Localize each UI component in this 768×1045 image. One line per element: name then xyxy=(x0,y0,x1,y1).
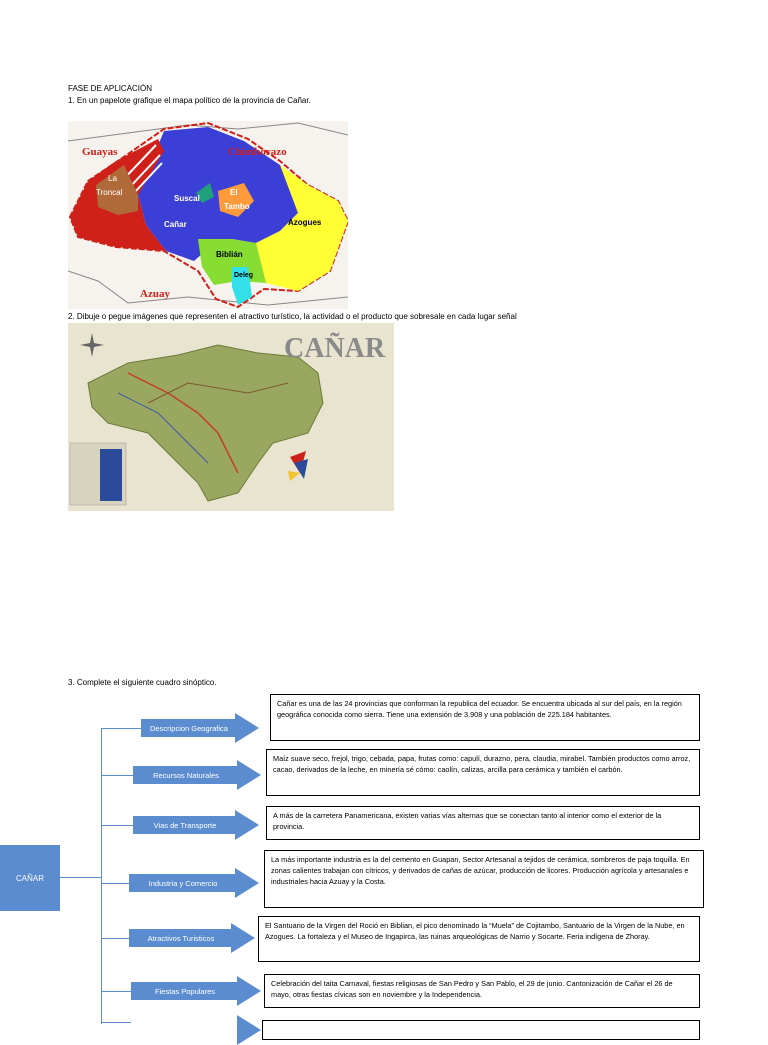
branch-arrow-2 xyxy=(133,760,261,790)
tourist-map-title: CAÑAR xyxy=(284,333,386,364)
bracket-tick-6 xyxy=(101,991,131,992)
bracket-tick-1 xyxy=(101,728,141,729)
label-tambo: Tambo xyxy=(224,202,250,211)
branch-label-3: Vias de Transporte xyxy=(133,816,237,834)
branch-label-6: Fiestas Populares xyxy=(131,982,239,1000)
bracket-tick-4 xyxy=(101,883,129,884)
branch-text-6: Celebración del taita Carnaval, fiestas religiosas de San Pedro y San Pablo, el 29 de junio. Cantonización de Cañar el 26 de mayo, otras fiestas cívicas son en noviembre y la Independencia. xyxy=(264,974,700,1008)
branch-text-3: A más de la carretera Panamericana, existen varias vías alternas que se conectan tanto al interior como el exterior de la provincia. xyxy=(266,806,700,840)
arrow-head-7 xyxy=(237,1015,261,1045)
label-suscal: Suscal xyxy=(174,194,200,203)
bracket-tick-5 xyxy=(101,938,129,939)
task-3-text: 3. Complete el siguiente cuadro sinóptico. xyxy=(68,678,217,687)
bracket-tick-3 xyxy=(101,825,133,826)
bracket-vertical-line xyxy=(101,728,102,1024)
branch-text-4: La más importante industria es la del cemento en Guapan, Sector Artesanal a tejidos de cerámica, sombreros de paja toquilla. En zonas calientes trabajan con cítricos, y derivados de cañas de azúcar, producción de licores. Producción agrícola y artesanales e industriales hacia Azuay y la Costa. xyxy=(264,850,704,908)
arrow-head-6 xyxy=(237,976,261,1006)
bracket-tick-2 xyxy=(101,775,133,776)
branch-arrow-4 xyxy=(129,868,259,898)
label-chimborazo: Chimborazo xyxy=(228,146,287,158)
task-1-text: 1. En un papelote grafique el mapa político de la provincia de Cañar. xyxy=(68,96,311,105)
arrow-head-4 xyxy=(235,868,259,898)
branch-arrow-1 xyxy=(141,713,259,743)
branch-label-5: Atractivos Turisticos xyxy=(129,929,233,947)
label-la: La xyxy=(108,174,117,183)
branch-text-1: Cañar es una de las 24 provincias que conforman la republica del ecuador. Se encuentra ubicada al sur del país, en la región geográfica conocida como sierra. Tiene una extensión de 3.908 y una población de 225.184 habitantes. xyxy=(270,694,700,741)
branch-label-2: Recursos Naturales xyxy=(133,766,239,784)
branch-text-5: El Santuario de la Virgen del Roció en Biblian, el pico denominado la “Muela” de Cojitambo, Santuario de la Virgen de la Nube, en Azogues. La fortaleza y el Museo de Ingapirca, las ruinas arqueológicas de Narrio y Socarte. Feria indígena de Zhoray. xyxy=(258,916,700,962)
tourist-map xyxy=(68,323,394,511)
arrow-head-5 xyxy=(231,923,255,953)
label-deleg: Deleg xyxy=(234,272,254,279)
branch-text-7 xyxy=(262,1020,700,1040)
task-2-text: 2. Dibuje o pegue imágenes que representen el atractivo turístico, la actividad o el producto que sobresale en cada lugar señal xyxy=(68,312,517,321)
arrow-head-2 xyxy=(237,760,261,790)
label-azuay: Azuay xyxy=(140,288,170,300)
bracket-tick-7 xyxy=(101,1022,131,1023)
branch-arrow-5 xyxy=(129,923,255,953)
label-troncal: Troncal xyxy=(96,188,123,197)
label-canar: Cañar xyxy=(164,220,187,229)
label-el: El xyxy=(230,188,238,197)
arrow-head-1 xyxy=(235,713,259,743)
root-connector xyxy=(60,877,102,878)
arrow-head-3 xyxy=(235,810,259,840)
branch-text-2: Maíz suave seco, frejol, trigo, cebada, papa, frutas como: capulí, durazno, pera, claudia, mirabel. También productos como arroz, cacao, derivados de la leche, en minería sé cómo: caolín, calizas, arcilla para cerámica y también el carbón. xyxy=(266,749,700,796)
political-map xyxy=(68,121,348,309)
branch-arrow-7 xyxy=(131,1015,261,1045)
label-guayas: Guayas xyxy=(82,146,118,158)
label-biblian: Biblián xyxy=(216,250,243,259)
branch-arrow-6 xyxy=(131,976,261,1006)
synoptic-root-box: CAÑAR xyxy=(0,845,60,911)
branch-arrow-3 xyxy=(133,810,259,840)
branch-label-4: Industria y Comercio xyxy=(129,874,237,892)
branch-label-1: Descripcion Geografica xyxy=(141,719,237,737)
phase-heading: FASE DE APLICACIÓN xyxy=(68,84,153,93)
label-azogues: Azogues xyxy=(288,218,322,227)
